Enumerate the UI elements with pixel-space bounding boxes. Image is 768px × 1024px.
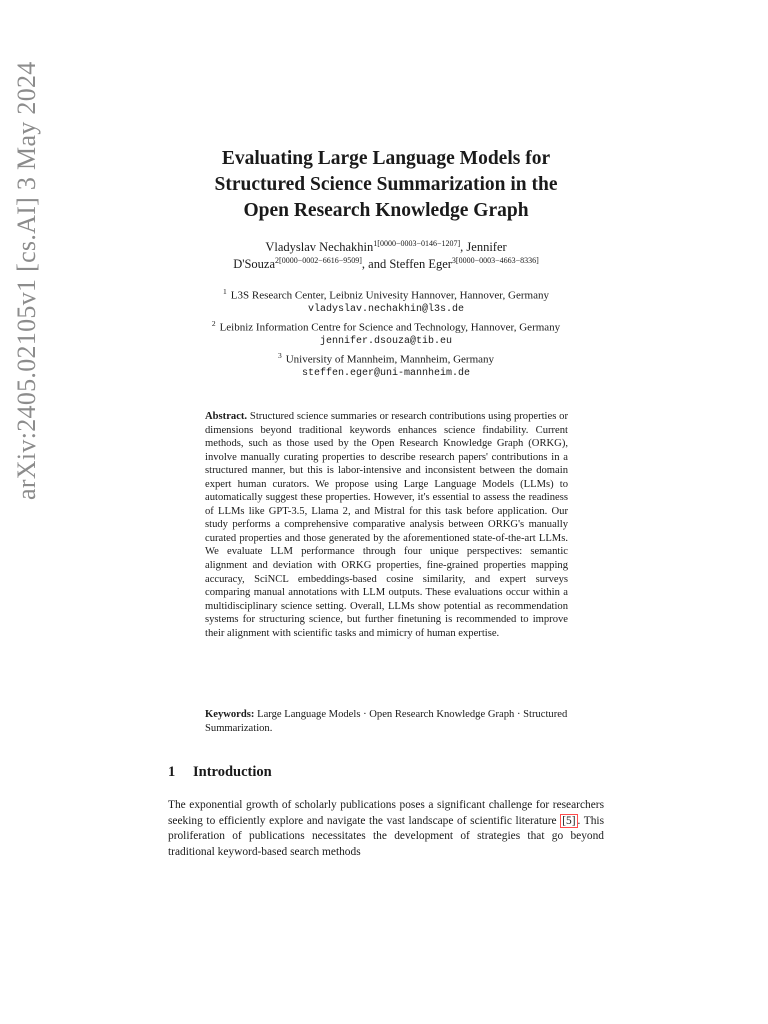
paper-title bbox=[168, 146, 604, 224]
keywords bbox=[205, 708, 568, 736]
affiliation-institution: University of Mannheim, Mannheim, Germany bbox=[285, 353, 495, 366]
author-name: Vladyslav Nechakhin bbox=[265, 240, 374, 254]
title-line: Structured Science Summarization in the bbox=[214, 174, 558, 195]
affiliation-3 bbox=[168, 349, 604, 367]
title-line: Evaluating Large Language Models for bbox=[221, 148, 551, 169]
citation-link[interactable]: [5] bbox=[562, 814, 576, 827]
keywords-text: Large Language Models · Open Research Knowledge Graph · Structured Summarization. bbox=[205, 709, 568, 734]
affiliation-institution: L3S Research Center, Leibniz Univesity Hannover, Hannover, Germany bbox=[230, 289, 549, 302]
affiliation-number: 3 bbox=[277, 351, 282, 361]
arxiv-identifier: arXiv:2405.02105v1 [cs.AI] 3 May 2024 bbox=[12, 61, 41, 500]
affiliation-email[interactable]: vladyslav.nechakhin@l3s.de bbox=[307, 303, 465, 315]
author-orcid: 3[0000−0003−4663−8336] bbox=[451, 255, 539, 265]
affiliations bbox=[168, 285, 604, 381]
abstract-label: Abstract. bbox=[205, 411, 248, 422]
title-line: Open Research Knowledge Graph bbox=[243, 200, 529, 221]
author-name: D'Souza bbox=[233, 257, 276, 271]
affiliation-1 bbox=[168, 285, 604, 303]
affiliation-number: 2 bbox=[211, 319, 216, 329]
author-separator: , Jennifer bbox=[460, 240, 507, 254]
author-separator: , and Steffen Eger bbox=[361, 257, 452, 271]
abstract-text: Structured science summaries or research contributions using properties or dimensions beyond traditional keywords enhances science findability. Current methods, such as those used by the Open Research Knowledge Graph (ORKG), involve manually curating properties to describe research papers' contributions in a structured manner, but this is labor-intensive and inconsistent between the domain expert human curators. We propose using Large Language Models (LLMs) to automatically suggest these properties. However, it's essential to assess the readiness of LLMs like GPT-3.5, Llama 2, and Mistral for this task before application. Our study performs a comprehensive comparative analysis between ORKG's manually curated properties and those generated by the aforementioned state-of-the-art LLMs. We evaluate LLM performance through four unique perspectives: semantic alignment and deviation with ORKG properties, fine-grained properties mapping accuracy, SciNCL embeddings-based cosine similarity, and expert surveys comparing manual annotations with LLM outputs. These evaluations occur within a multidisciplinary science setting. Overall, LLMs show potential as recommendation systems for structuring science, but further finetuning is recommended to improve their alignment with scientific tasks and mimicry of human expertise. bbox=[205, 411, 568, 639]
author-orcid: 1[0000−0003−0146−1207] bbox=[373, 238, 461, 248]
paragraph-text: The exponential growth of scholarly publications poses a significant challenge for researchers seeking to efficiently explore and navigate the vast landscape of scientific literature bbox=[168, 799, 604, 827]
section-number: 1 bbox=[168, 764, 176, 780]
affiliation-number: 1 bbox=[223, 287, 227, 296]
abstract bbox=[205, 410, 568, 640]
keywords-label: Keywords: bbox=[205, 709, 255, 720]
affiliation-email[interactable]: jennifer.dsouza@tib.eu bbox=[319, 335, 453, 347]
author-orcid: 2[0000−0002−6616−9509] bbox=[275, 255, 362, 265]
section-heading bbox=[168, 764, 272, 781]
affiliation-institution: Leibniz Information Centre for Science and Technology, Hannover, Germany bbox=[219, 321, 561, 334]
affiliation-email[interactable]: steffen.eger@uni-mannheim.de bbox=[301, 367, 471, 379]
affiliation-2 bbox=[168, 317, 604, 335]
paragraph-text: . This proliferation of publications necessitates the development of strategies that go beyond traditional keyword-based search methods bbox=[168, 814, 604, 858]
author-list bbox=[168, 239, 604, 273]
section-title: Introduction bbox=[193, 764, 272, 780]
introduction-paragraph bbox=[168, 798, 604, 860]
